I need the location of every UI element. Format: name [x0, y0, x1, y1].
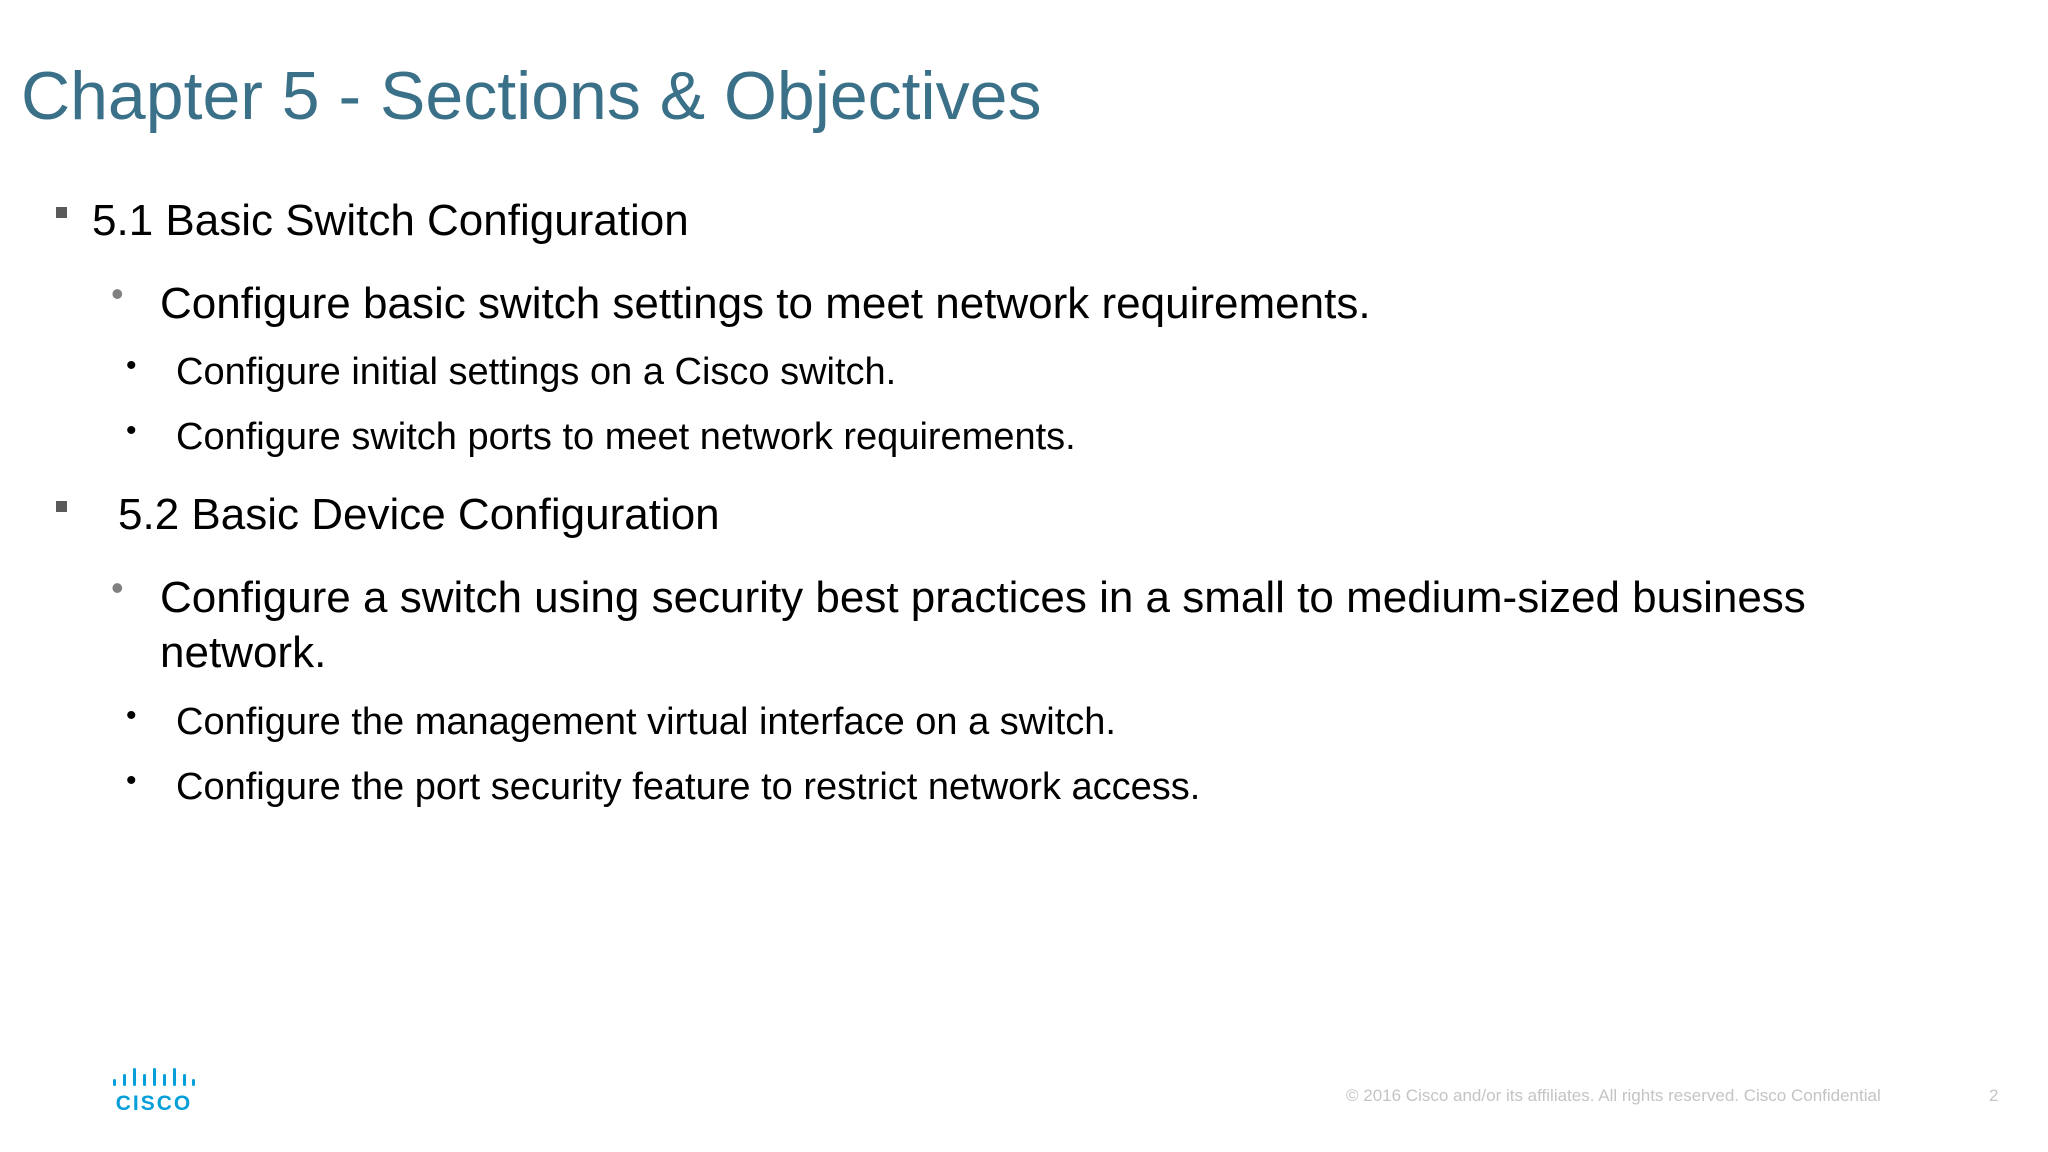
- cisco-logo-bars: [113, 1068, 195, 1086]
- square-bullet-icon: [56, 501, 67, 512]
- sub-objective-text: Configure the management virtual interface on a switch.: [176, 701, 1116, 743]
- bullet-dot-icon: •: [126, 349, 137, 382]
- bullet-dot-icon: •: [126, 699, 137, 732]
- bullet-dot-icon: •: [111, 273, 124, 314]
- square-bullet-icon: [56, 207, 67, 218]
- bullet-dot-icon: •: [126, 764, 137, 797]
- page-number: 2: [1989, 1086, 1999, 1105]
- objective-text-line-1: Configure a switch using security best practices in a small to medium-sized business: [160, 573, 1806, 622]
- objective-text: Configure basic switch settings to meet network requirements.: [160, 279, 1371, 328]
- sub-objective-text: Configure initial settings on a Cisco switch.: [176, 351, 897, 393]
- section-label: 5.1 Basic Switch Configuration: [92, 196, 689, 245]
- cisco-logo-wordmark: CISCO: [115, 1092, 193, 1115]
- sub-objective-text: Configure the port security feature to restrict network access.: [176, 766, 1201, 808]
- cisco-logo: [112, 1068, 196, 1116]
- sub-objective-text: Configure switch ports to meet network requirements.: [176, 416, 1076, 458]
- bullet-dot-icon: •: [126, 414, 137, 447]
- section-label: 5.2 Basic Device Configuration: [118, 490, 720, 539]
- bullet-dot-icon: •: [111, 567, 124, 608]
- slide-title: Chapter 5 - Sections & Objectives: [21, 58, 1042, 134]
- footer-copyright: © 2016 Cisco and/or its affiliates. All rights reserved. Cisco Confidential: [1346, 1086, 1881, 1105]
- objective-text-line-2: network.: [160, 628, 327, 677]
